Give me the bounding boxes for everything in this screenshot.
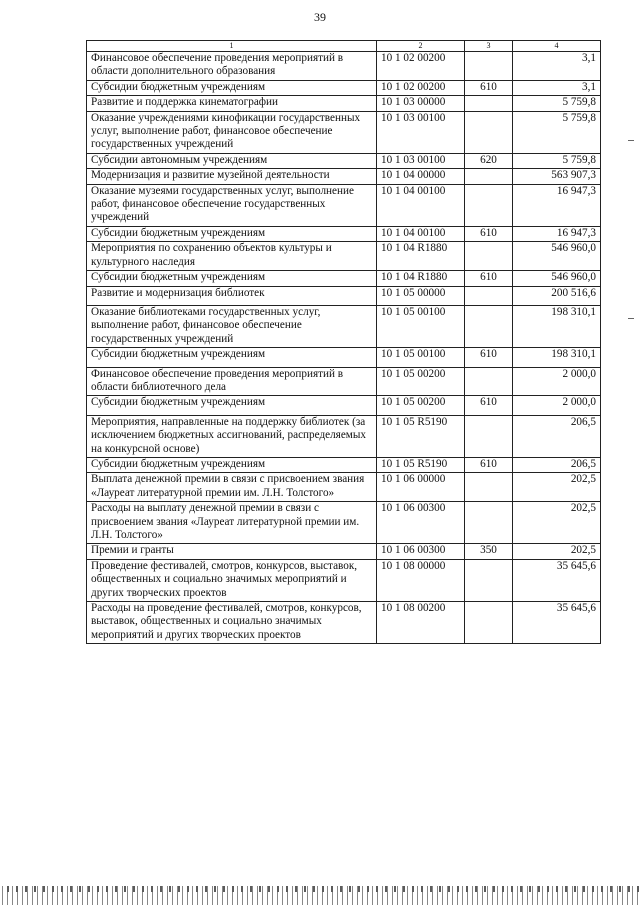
table-row — [87, 153, 601, 168]
col-header-type: 3 — [465, 41, 513, 52]
row-code: 10 1 04 R1880 — [377, 271, 465, 286]
row-name: Расходы на проведение фестивалей, смотров, конкурсов, выставок, общественных и социально значимых мероприятий и других творческих проектов — [87, 602, 377, 644]
row-amount: 35 645,6 — [513, 602, 601, 644]
row-type — [465, 184, 513, 226]
row-code: 10 1 03 00100 — [377, 111, 465, 153]
row-code: 10 1 05 00100 — [377, 305, 465, 347]
table-row — [87, 367, 601, 396]
row-type — [465, 111, 513, 153]
row-name: Оказание библиотеками государственных услуг, выполнение работ, финансовое обеспечение государственных учреждений — [87, 305, 377, 347]
row-amount: 202,5 — [513, 473, 601, 502]
table-row — [87, 242, 601, 271]
row-name: Субсидии автономным учреждениям — [87, 153, 377, 168]
row-name: Оказание учреждениями кинофикации государственных услуг, выполнение работ, финансовое обеспечение государственных учреждений — [87, 111, 377, 153]
col-header-code: 2 — [377, 41, 465, 52]
scan-noise-strip — [0, 886, 640, 905]
row-name: Субсидии бюджетным учреждениям — [87, 80, 377, 95]
row-amount: 16 947,3 — [513, 226, 601, 241]
row-amount: 3,1 — [513, 80, 601, 95]
row-amount: 202,5 — [513, 544, 601, 559]
page-number: 39 — [314, 10, 326, 24]
table-row — [87, 544, 601, 559]
row-code: 10 1 05 00000 — [377, 286, 465, 305]
row-code: 10 1 03 00100 — [377, 153, 465, 168]
scan-edge-mark — [628, 318, 634, 319]
row-type: 610 — [465, 396, 513, 415]
col-header-name: 1 — [87, 41, 377, 52]
table-row — [87, 502, 601, 544]
row-amount: 202,5 — [513, 502, 601, 544]
row-type — [465, 52, 513, 81]
row-type — [465, 286, 513, 305]
row-name: Субсидии бюджетным учреждениям — [87, 226, 377, 241]
row-type — [465, 242, 513, 271]
row-type: 610 — [465, 457, 513, 472]
table-row — [87, 305, 601, 347]
row-code: 10 1 06 00000 — [377, 473, 465, 502]
row-type — [465, 415, 513, 457]
row-code: 10 1 04 00100 — [377, 226, 465, 241]
row-amount: 2 000,0 — [513, 396, 601, 415]
row-amount: 2 000,0 — [513, 367, 601, 396]
row-name: Выплата денежной премии в связи с присвоением звания «Лауреат литературной премии им. Л.Н. Толстого» — [87, 473, 377, 502]
row-name: Оказание музеями государственных услуг, выполнение работ, финансовое обеспечение государственных учреждений — [87, 184, 377, 226]
row-code: 10 1 04 00000 — [377, 169, 465, 184]
table-row — [87, 111, 601, 153]
table-row — [87, 559, 601, 601]
row-code: 10 1 05 R5190 — [377, 457, 465, 472]
row-type — [465, 305, 513, 347]
row-code: 10 1 08 00000 — [377, 559, 465, 601]
row-name: Субсидии бюджетным учреждениям — [87, 271, 377, 286]
row-name: Субсидии бюджетным учреждениям — [87, 457, 377, 472]
row-code: 10 1 03 00000 — [377, 96, 465, 111]
table-row — [87, 457, 601, 472]
row-name: Развитие и поддержка кинематографии — [87, 96, 377, 111]
row-amount: 206,5 — [513, 415, 601, 457]
table-row — [87, 271, 601, 286]
table-row — [87, 286, 601, 305]
row-name: Премии и гранты — [87, 544, 377, 559]
row-name: Мероприятия, направленные на поддержку библиотек (за исключением бюджетных ассигнований, распределяемых на конкурсной основе) — [87, 415, 377, 457]
row-name: Финансовое обеспечение проведения мероприятий в области библиотечного дела — [87, 367, 377, 396]
row-type — [465, 502, 513, 544]
row-code: 10 1 04 00100 — [377, 184, 465, 226]
row-type: 610 — [465, 80, 513, 95]
row-code: 10 1 06 00300 — [377, 502, 465, 544]
row-amount: 198 310,1 — [513, 305, 601, 347]
table-row — [87, 602, 601, 644]
row-name: Субсидии бюджетным учреждениям — [87, 396, 377, 415]
table-row — [87, 396, 601, 415]
row-type: 620 — [465, 153, 513, 168]
row-type: 610 — [465, 348, 513, 367]
row-amount: 200 516,6 — [513, 286, 601, 305]
table-row — [87, 80, 601, 95]
row-amount: 198 310,1 — [513, 348, 601, 367]
row-amount: 206,5 — [513, 457, 601, 472]
row-type — [465, 367, 513, 396]
row-name: Модернизация и развитие музейной деятельности — [87, 169, 377, 184]
row-name: Проведение фестивалей, смотров, конкурсов, выставок, общественных и социально значимых мероприятий и других творческих проектов — [87, 559, 377, 601]
row-code: 10 1 08 00200 — [377, 602, 465, 644]
table-row — [87, 96, 601, 111]
row-code: 10 1 05 00200 — [377, 367, 465, 396]
row-code: 10 1 04 R1880 — [377, 242, 465, 271]
row-code: 10 1 05 00100 — [377, 348, 465, 367]
row-amount: 3,1 — [513, 52, 601, 81]
row-type — [465, 559, 513, 601]
table-row — [87, 415, 601, 457]
table-row — [87, 473, 601, 502]
row-amount: 5 759,8 — [513, 153, 601, 168]
row-name: Субсидии бюджетным учреждениям — [87, 348, 377, 367]
scan-edge-mark — [628, 140, 634, 141]
table-row — [87, 184, 601, 226]
row-type — [465, 602, 513, 644]
row-code: 10 1 05 R5190 — [377, 415, 465, 457]
row-amount: 35 645,6 — [513, 559, 601, 601]
row-amount: 5 759,8 — [513, 111, 601, 153]
budget-table — [86, 40, 601, 644]
row-name: Расходы на выплату денежной премии в связи с присвоением звания «Лауреат литературной премии им. Л.Н. Толстого» — [87, 502, 377, 544]
table-row — [87, 52, 601, 81]
row-type — [465, 473, 513, 502]
row-code: 10 1 06 00300 — [377, 544, 465, 559]
row-code: 10 1 05 00200 — [377, 396, 465, 415]
column-numbers-row — [87, 41, 601, 52]
row-type: 610 — [465, 226, 513, 241]
table-row — [87, 169, 601, 184]
row-amount: 16 947,3 — [513, 184, 601, 226]
row-code: 10 1 02 00200 — [377, 52, 465, 81]
row-amount: 546 960,0 — [513, 242, 601, 271]
row-name: Развитие и модернизация библиотек — [87, 286, 377, 305]
row-type: 610 — [465, 271, 513, 286]
row-type — [465, 96, 513, 111]
row-name: Мероприятия по сохранению объектов культуры и культурного наследия — [87, 242, 377, 271]
row-type: 350 — [465, 544, 513, 559]
row-amount: 5 759,8 — [513, 96, 601, 111]
row-type — [465, 169, 513, 184]
table-row — [87, 348, 601, 367]
row-code: 10 1 02 00200 — [377, 80, 465, 95]
table-row — [87, 226, 601, 241]
row-amount: 546 960,0 — [513, 271, 601, 286]
col-header-amount: 4 — [513, 41, 601, 52]
row-name: Финансовое обеспечение проведения мероприятий в области дополнительного образования — [87, 52, 377, 81]
row-amount: 563 907,3 — [513, 169, 601, 184]
